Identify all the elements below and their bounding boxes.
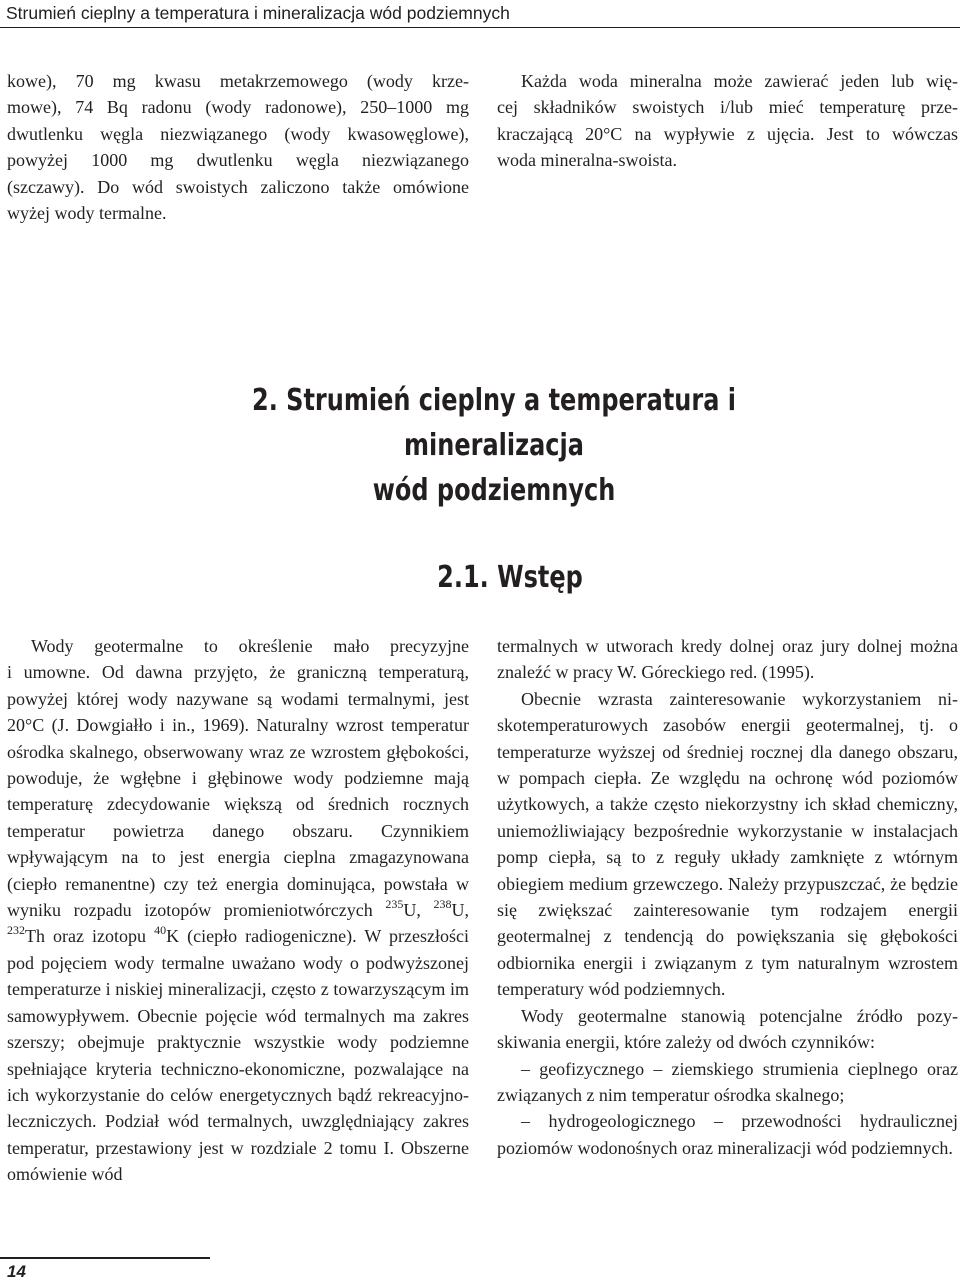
- isotope-symbol: Th oraz izotopu: [25, 926, 147, 947]
- chapter-heading-line-2: wód podziemnych: [372, 473, 616, 508]
- list-item: – hydrogeologicznego – przewodności hydraulicznej poziomów wodonośnych oraz mineralizacji wód podziemnych.: [497, 1111, 958, 1158]
- paragraph: termalnych w utworach kredy dolnej oraz jury dolnej można znaleźć w pracy W. Góreckiego red. (1995).: [497, 636, 958, 683]
- running-title: Strumień cieplny a temperatura i mineralizacja wód podziemnych: [6, 3, 510, 23]
- text-line: (szczawy). Do wód swoistych zaliczono także omówione: [7, 176, 469, 197]
- isotope-mass-number: 238: [433, 897, 452, 912]
- text-line: kowe), 70 mg kwasu metakrzemowego (wody krze-: [7, 71, 469, 91]
- list-item: – geofizycznego – ziemskiego strumienia cieplnego oraz związanych z nim temperatur ośrodka skalnego;: [497, 1058, 958, 1105]
- text-line: powyżej 1000 mg dwutlenku węgla niezwiązanego: [7, 150, 469, 171]
- top-right-column: [497, 68, 958, 174]
- paragraph: [7, 659, 469, 1187]
- section-heading: 2.1. Wstęp: [437, 560, 583, 595]
- text-line: kraczającą 20°C na wypływie z ujęcia. Jest to wówczas: [497, 123, 958, 144]
- isotope-symbol: U,: [403, 900, 421, 921]
- paragraph-text: K (ciepło radiogeniczne). W przeszłości pod pojęciem wody termalne uważano wody o podwyższonej temperaturze i niskiej mineralizacji, często z towarzyszącym im samowypływem. Obecnie pojęcie wód termalnych ma zakres szerszy; obejmuje praktycznie wszystkie wody podziemne spełniające kryteria techniczno-ekonomiczne, pozwalające na ich wykorzystanie do celów energetycznych bądź rekreacyjno-leczniczych. Podział wód termalnych, uwzględniający zakres temperatur, przestawiony jest w rozdziale 2 tomu I. Obszerne omówienie wód: [7, 926, 469, 1185]
- text-line: Każda woda mineralna może zawierać jeden lub wię-: [521, 71, 958, 91]
- chapter-heading: [235, 378, 753, 513]
- paragraph: Wody geotermalne stanowią potencjalne źródło pozyskiwania energii, które zależy od dwóch czynników:: [497, 1005, 958, 1053]
- top-left-column: [7, 68, 469, 226]
- chapter-heading-line-1: 2. Strumień cieplny a temperatura i mineralizacja: [251, 383, 736, 463]
- text-line: dwutlenku węgla niezwiązanego (wody kwasowęglowe),: [7, 123, 469, 144]
- text-line: cej składników swoistych i/lub mieć temperaturę prze-: [497, 97, 958, 118]
- text-line: wyżej wody termalne.: [7, 203, 167, 224]
- text-line: woda mineralna-swoista.: [497, 150, 677, 171]
- isotope-symbol: U,: [451, 900, 470, 921]
- footer-rule: [0, 1257, 210, 1259]
- paragraph-text: i umowne. Od dawna przyjęto, że graniczną temperaturą, powyżej której wody nazywane są wodami termalnymi, jest 20°C (J. Dowgiałło i in., 1969). Naturalny wzrost temperatur ośrodka skalnego, obserwowany wraz ze wzrostem głębokości, powoduje, że wgłębne i głębinowe wody podziemne mają temperaturę zdecydowanie większą od średnich rocznych temperatur powietrza danego obszaru. Czynnikiem wpływającym na to jest energia cieplna zmagazynowana (ciepło remanentne) czy też energia dominująca, powstała w wyniku rozpadu izotopów promieniotwórczych: [7, 662, 469, 921]
- isotope-mass-number: 232: [7, 923, 25, 938]
- paragraph: Obecnie wzrasta zainteresowanie wykorzystaniem niskotemperaturowych zasobów energii geotermalnej, tj. o temperaturze wyższej od średniej rocznej dla danego obszaru, w pompach ciepła. Ze względu na ochronę wód poziomów użytkowych, a także często niekorzystny ich skład chemiczny, uniemożliwiający bezpośrednie wykorzystanie w instalacjach pomp ciepła, są to z reguły układy zamknięte z wtórnym obiegiem medium grzewczego. Należy przypuszczać, że będzie się zwiększać zainteresowanie tym rodzajem energii geotermalnej z tendencją do powiększania się głębokości odbiornika energii i związanym z tym naturalnym wzrostem temperatury wód podziemnych.: [497, 688, 958, 1000]
- bottom-left-column: [7, 633, 469, 1188]
- page-number: 14: [7, 1262, 26, 1281]
- bottom-right-column: [497, 633, 958, 1161]
- running-header: [0, 0, 960, 28]
- text-line: mowe), 74 Bq radonu (wody radonowe), 250–1000 mg: [7, 97, 469, 118]
- isotope-mass-number: 235: [385, 897, 404, 912]
- paragraph-first-line: Wody geotermalne to określenie mało precyzyjne: [31, 636, 469, 656]
- isotope-mass-number: 40: [154, 923, 167, 938]
